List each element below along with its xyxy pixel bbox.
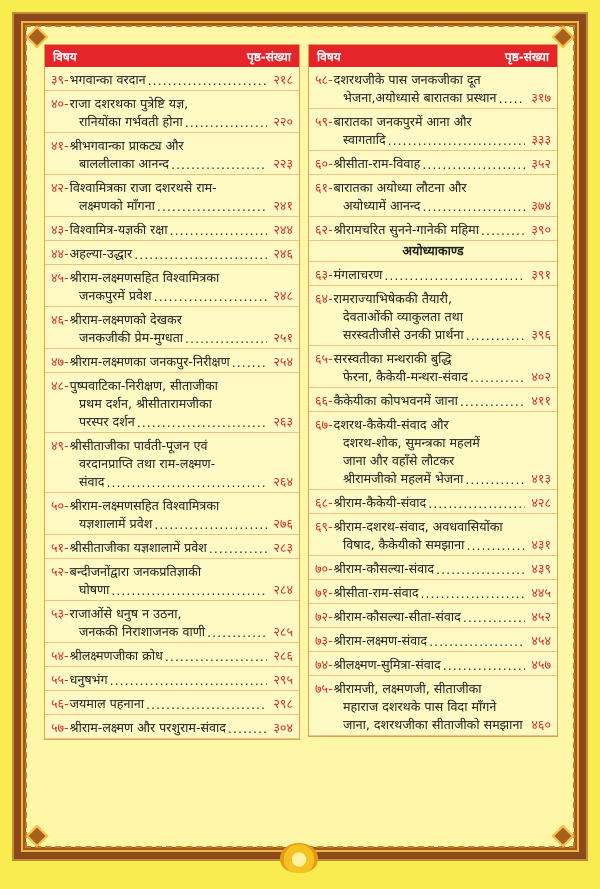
toc-entry <box>45 601 299 643</box>
entry-title: श्रीराम-लक्ष्मण-संवाद <box>333 633 428 648</box>
entry-number: ६८- <box>315 495 333 510</box>
header-page-number: पृष्ठ-संख्या <box>246 49 291 64</box>
toc-entry-line <box>51 286 293 304</box>
leader-dots <box>443 658 526 673</box>
toc-entry-line <box>51 694 293 712</box>
column-header <box>309 45 557 67</box>
entry-number: ५२- <box>51 564 69 579</box>
toc-entry-line <box>51 538 293 556</box>
toc-entry <box>45 559 299 601</box>
entry-number: ४८- <box>51 378 69 393</box>
entry-title: विश्वामित्रका राजा दशरथसे राम- <box>69 180 217 195</box>
entry-number: ६०- <box>315 156 333 171</box>
leader-dots <box>436 562 525 577</box>
entry-number: ६२- <box>315 222 333 237</box>
entry-number: ५०- <box>51 498 69 513</box>
toc-entry-line <box>315 493 551 511</box>
leader-dots <box>388 133 526 148</box>
toc-entry-line <box>315 220 551 238</box>
entry-number: ६७- <box>315 417 333 432</box>
entry-number: ४३- <box>51 222 69 237</box>
entry-page: २९५ <box>273 672 293 687</box>
entry-title: देवताओंकी व्याकुलता तथा <box>343 309 463 324</box>
entry-page: २४६ <box>273 246 293 261</box>
entry-page: २६३ <box>273 414 293 429</box>
entry-title: वरदानप्राप्ति तथा राम-लक्ष्मण- <box>79 456 216 471</box>
header-subject: विषय <box>317 49 341 64</box>
toc-entry <box>45 241 299 265</box>
leader-dots <box>429 634 525 649</box>
entry-number: ५७- <box>51 720 69 735</box>
entry-page: ४५२ <box>531 609 551 624</box>
entry-title: भेजना,अयोध्यासे बारातका प्रस्थान <box>343 90 497 105</box>
toc-entry <box>309 676 557 736</box>
entry-title: बाललीलाका आनन्द <box>79 156 169 171</box>
leader-dots <box>209 541 267 556</box>
entry-page: ३०४ <box>273 720 293 735</box>
toc-entry <box>309 514 557 556</box>
entry-number: ५५- <box>51 672 69 687</box>
leader-dots <box>460 394 526 409</box>
entry-page: २८६ <box>273 648 293 663</box>
entry-page: २५१ <box>273 330 293 345</box>
toc-entry-line <box>315 415 551 433</box>
entry-number: ४२- <box>51 180 69 195</box>
toc-entry-line <box>315 307 551 325</box>
entry-page: २७६ <box>273 516 293 531</box>
entry-number: ३९- <box>51 72 69 87</box>
toc-entry-line <box>51 70 293 88</box>
entry-number: ७२- <box>315 609 333 624</box>
toc-entry <box>45 667 299 691</box>
leader-dots <box>499 91 526 106</box>
toc-entry-line <box>315 559 551 577</box>
leader-dots <box>165 649 268 664</box>
toc-entry-line <box>315 433 551 451</box>
toc-entry-line <box>315 265 551 283</box>
entry-page: ४११ <box>531 393 551 408</box>
entry-title: रानियोंका गर्भवती होना <box>79 114 183 129</box>
entry-title: जनककी निराशाजनक वाणी <box>79 624 206 639</box>
leader-dots <box>185 331 267 346</box>
toc-entry-line <box>315 196 551 214</box>
toc-entry <box>45 373 299 433</box>
leader-dots <box>146 697 267 712</box>
entry-page: ४१३ <box>531 471 551 486</box>
toc-entry-line <box>51 514 293 532</box>
entry-page: ३५२ <box>531 156 551 171</box>
leader-dots <box>185 115 268 130</box>
leader-dots <box>154 517 267 532</box>
header-page-number: पृष्ठ-संख्या <box>504 49 549 64</box>
toc-entry-line <box>315 655 551 673</box>
toc-list-left <box>45 67 299 739</box>
leader-dots <box>110 673 268 688</box>
entry-page: ३९६ <box>531 327 551 342</box>
toc-entry-line <box>51 472 293 490</box>
entry-title: श्रीराम-लक्ष्मणको देखकर <box>69 312 182 327</box>
entry-page: ३१७ <box>531 90 551 105</box>
toc-entry-line <box>315 607 551 625</box>
entry-title: धनुषभंग <box>69 672 108 687</box>
toc-entry-line <box>51 604 293 622</box>
entry-number: ७०- <box>315 561 333 576</box>
toc-entry-line <box>315 70 551 88</box>
entry-title: जनकजीकी प्रेम-मुग्धता <box>79 330 184 345</box>
entry-page: ४३१ <box>531 537 551 552</box>
leader-dots <box>170 223 268 238</box>
entry-number: ६९- <box>315 519 333 534</box>
toc-entry-line <box>51 310 293 328</box>
entry-title: बारातका जनकपुरमें आना और <box>333 114 472 129</box>
entry-title: श्रीरामजीको महलमें भेजना <box>343 471 464 486</box>
toc-entry-line <box>51 562 293 580</box>
leader-dots <box>525 718 526 733</box>
leader-dots <box>428 496 525 511</box>
toc-entry <box>309 604 557 628</box>
entry-number: ६३- <box>315 267 333 282</box>
leader-dots <box>137 415 268 430</box>
toc-entry-line <box>51 670 293 688</box>
entry-title: पुष्पवाटिका-निरीक्षण, सीताजीका <box>69 378 218 393</box>
entry-title: घोषणा <box>79 582 110 597</box>
entry-title: जाना और वहाँसे लौटकर <box>343 453 455 468</box>
toc-entry <box>45 217 299 241</box>
entry-title: जाना, दशरथजीका सीताजीको समझाना <box>343 717 523 732</box>
entry-number: ४५- <box>51 270 69 285</box>
entry-page: ४३९ <box>531 561 551 576</box>
toc-entry-line <box>315 517 551 535</box>
toc-entry <box>45 133 299 175</box>
toc-entry-line <box>51 268 293 286</box>
leader-dots <box>384 268 525 283</box>
entry-page: २५४ <box>273 354 293 369</box>
entry-title: श्रीरामचरित सुनने-गानेकी महिमा <box>333 222 479 237</box>
toc-entry <box>309 67 557 109</box>
leader-dots <box>465 472 525 487</box>
toc-entry-line <box>51 154 293 172</box>
entry-number: ७३- <box>315 633 333 648</box>
entry-title: दशरथ-कैकेयी-संवाद और <box>333 417 449 432</box>
toc-entry-line <box>51 94 293 112</box>
toc-entry <box>309 286 557 346</box>
entry-title: विश्वामित्र-यज्ञकी रक्षा <box>69 222 168 237</box>
toc-column-left <box>44 44 300 740</box>
entry-title: श्रीरामजी, लक्ष्मणजी, सीताजीका <box>333 681 482 696</box>
entry-title: अहल्या-उद्धार <box>69 246 133 261</box>
toc-entry-line <box>51 394 293 412</box>
entry-title: श्रीसीता-राम-विवाह <box>333 156 421 171</box>
leader-dots <box>106 475 267 490</box>
entry-number: ५१- <box>51 540 69 555</box>
entry-number: ५३- <box>51 606 69 621</box>
entry-title: श्रीराम-लक्ष्मण और परशुराम-संवाद <box>69 720 226 735</box>
toc-entry-line <box>51 352 293 370</box>
leader-dots <box>154 289 268 304</box>
leader-dots <box>466 328 526 343</box>
toc-entry <box>45 691 299 715</box>
leader-dots <box>148 73 268 88</box>
entry-title: श्रीराम-लक्ष्मणसहित विश्वामित्रका <box>69 270 220 285</box>
entry-title: राजा दशरथका पुत्रेष्टि यज्ञ, <box>69 96 189 111</box>
toc-entry <box>45 493 299 535</box>
entry-page: ४५७ <box>531 657 551 672</box>
toc-entry-line <box>51 136 293 154</box>
toc-entry <box>309 109 557 151</box>
toc-entry-line <box>51 196 293 214</box>
toc-entry-line <box>51 328 293 346</box>
entry-number: ७१- <box>315 585 333 600</box>
toc-entry <box>45 643 299 667</box>
toc-entry-line <box>51 718 293 736</box>
toc-entry-line <box>315 289 551 307</box>
entry-page: २८३ <box>273 540 293 555</box>
entry-page: ३७४ <box>531 198 551 213</box>
section-heading: अयोध्याकाण्ड <box>309 241 557 262</box>
toc-entry-line <box>315 391 551 409</box>
toc-entry-line <box>51 178 293 196</box>
toc-entry-line <box>51 436 293 454</box>
toc-entry <box>45 349 299 373</box>
entry-number: ४७- <box>51 354 69 369</box>
leader-dots <box>134 247 267 262</box>
toc-entry-line <box>315 679 551 697</box>
entry-title: श्रीराम-कौसल्या-संवाद <box>333 561 435 576</box>
toc-entry <box>309 490 557 514</box>
entry-title: सरस्वतीका मन्थराकी बुद्धि <box>333 351 452 366</box>
entry-number: ६४- <box>315 291 333 306</box>
entry-title: बन्दीजनोंद्वारा जनकप्रतिज्ञाकी <box>69 564 202 579</box>
entry-title: प्रथम दर्शन, श्रीसीतारामजीका <box>79 396 212 411</box>
entry-title: लक्ष्मणको माँगना <box>79 198 155 213</box>
toc-entry <box>309 262 557 286</box>
entry-number: ६१- <box>315 180 333 195</box>
entry-number: ५९- <box>315 114 333 129</box>
entry-page: ३९० <box>531 222 551 237</box>
entry-title: श्रीराम-कौसल्या-सीता-संवाद <box>333 609 461 624</box>
toc-entry-line <box>51 220 293 238</box>
entry-page: ४४५ <box>531 585 551 600</box>
toc-entry-line <box>51 112 293 130</box>
entry-title: यज्ञशालामें प्रवेश <box>79 516 153 531</box>
toc-entry <box>309 412 557 490</box>
toc-entry-line <box>51 412 293 430</box>
toc-entry <box>45 535 299 559</box>
toc-entry-line <box>315 88 551 106</box>
toc-entry-line <box>315 715 551 733</box>
entry-number: ५४- <box>51 648 69 663</box>
entry-page: २६४ <box>273 474 293 489</box>
entry-number: ४०- <box>51 96 69 111</box>
toc-entry <box>45 265 299 307</box>
leader-dots <box>481 223 525 238</box>
toc-entry-line <box>51 244 293 262</box>
entry-title: श्रीलक्ष्मण-सुमित्रा-संवाद <box>333 657 441 672</box>
entry-title: श्रीराम-दशरथ-संवाद, अवधवासियोंका <box>333 519 503 534</box>
toc-entry-line <box>51 646 293 664</box>
toc-entry <box>309 346 557 388</box>
toc-entry <box>45 175 299 217</box>
leader-dots <box>466 538 525 553</box>
toc-entry-line <box>315 469 551 487</box>
leader-dots <box>228 721 267 736</box>
entry-title: रामराज्याभिषेककी तैयारी, <box>333 291 452 306</box>
entry-page: ४५४ <box>531 633 551 648</box>
entry-title: श्रीसीताजीका यज्ञशालामें प्रवेश <box>69 540 207 555</box>
entry-title: राजाओंसे धनुष न उठना, <box>69 606 182 621</box>
entry-title: श्रीराम-कैकेयी-संवाद <box>333 495 427 510</box>
toc-entry-line <box>315 367 551 385</box>
entry-number: ६५- <box>315 351 333 366</box>
entry-title: बारातका अयोध्या लौटना और <box>333 180 467 195</box>
entry-page: ४२८ <box>531 495 551 510</box>
entry-number: ५६- <box>51 696 69 711</box>
toc-entry-line <box>315 631 551 649</box>
toc-entry <box>309 652 557 676</box>
toc-entry <box>309 628 557 652</box>
entry-title: भगवान्का वरदान <box>69 72 146 87</box>
entry-title: जनकपुरमें प्रवेश <box>79 288 152 303</box>
column-header <box>45 45 299 67</box>
toc-entry-line <box>51 376 293 394</box>
toc-entry <box>45 91 299 133</box>
toc-entry <box>45 433 299 493</box>
entry-title: कैकेयीका कोपभवनमें जाना <box>333 393 458 408</box>
toc-entry-line <box>51 580 293 598</box>
corner-ornament-icon <box>26 825 49 848</box>
entry-title: विषाद, कैकेयीको समझाना <box>343 537 465 552</box>
entry-title: दशरथ-शोक, सुमन्त्रका महलमें <box>343 435 480 450</box>
entry-page: २४१ <box>273 198 293 213</box>
toc-entry <box>309 175 557 217</box>
entry-page: ४०२ <box>531 369 551 384</box>
entry-number: ५८- <box>315 72 333 87</box>
leader-dots <box>470 370 525 385</box>
entry-page: २४४ <box>273 222 293 237</box>
leader-dots <box>463 610 525 625</box>
entry-title: जयमाल पहनाना <box>69 696 144 711</box>
entry-title: संवाद <box>79 474 105 489</box>
entry-number: ७५- <box>315 681 333 696</box>
toc-entry-line <box>315 154 551 172</box>
toc-entry-line <box>51 496 293 514</box>
toc-entry-line <box>51 622 293 640</box>
leader-dots <box>157 199 267 214</box>
entry-title: महाराज दशरथके पास विदा माँगने <box>343 699 497 714</box>
entry-page: २१८ <box>273 72 293 87</box>
entry-number: ७४- <box>315 657 333 672</box>
toc-entry <box>309 556 557 580</box>
entry-page: २४८ <box>273 288 293 303</box>
entry-number: ४४- <box>51 246 69 261</box>
entry-title: श्रीराम-लक्ष्मणसहित विश्वामित्रका <box>69 498 220 513</box>
toc-column-right <box>308 44 558 737</box>
sun-ornament-icon <box>280 843 318 873</box>
toc-entry <box>45 307 299 349</box>
toc-entry-line <box>315 697 551 715</box>
entry-title: अयोध्यामें आनन्द <box>343 198 421 213</box>
toc-entry <box>309 217 557 241</box>
toc-entry-line <box>315 112 551 130</box>
toc-entry <box>309 388 557 412</box>
toc-entry-line <box>51 454 293 472</box>
entry-page: २२० <box>273 114 293 129</box>
toc-entry <box>45 67 299 91</box>
toc-entry <box>309 580 557 604</box>
entry-page: २९८ <box>273 696 293 711</box>
entry-title: सरस्वतीजीसे उनकी प्रार्थना <box>343 327 464 342</box>
leader-dots <box>111 583 267 598</box>
entry-page: २८४ <box>273 582 293 597</box>
toc-entry-line <box>315 535 551 553</box>
entry-title: दशरथजीके पास जनकजीका दूत <box>333 72 481 87</box>
entry-number: ४१- <box>51 138 69 153</box>
toc-entry <box>45 715 299 739</box>
entry-title: श्रीलक्ष्मणजीका क्रोध <box>69 648 163 663</box>
toc-entry-line <box>315 451 551 469</box>
entry-title: श्रीभगवान्का प्राकट्य और <box>69 138 184 153</box>
entry-page: ३९१ <box>531 267 551 282</box>
leader-dots <box>422 199 525 214</box>
leader-dots <box>171 157 267 172</box>
entry-number: ४९- <box>51 438 69 453</box>
corner-ornament-icon <box>552 825 575 848</box>
entry-title: श्रीराम-लक्ष्मणका जनकपुर-निरीक्षण <box>69 354 230 369</box>
entry-title: श्रीसीता-राम-संवाद <box>333 585 419 600</box>
entry-page: २२३ <box>273 156 293 171</box>
entry-title: परस्पर दर्शन <box>79 414 135 429</box>
toc-entry-line <box>315 325 551 343</box>
toc-entry-line <box>315 583 551 601</box>
entry-number: ६६- <box>315 393 333 408</box>
toc-entry-line <box>315 130 551 148</box>
toc-entry <box>309 151 557 175</box>
entry-number: ४६- <box>51 312 69 327</box>
entry-title: स्वागतादि <box>343 132 386 147</box>
toc-list-right <box>309 67 557 736</box>
toc-entry-line <box>315 178 551 196</box>
entry-title: फेरना, कैकेयी-मन्थरा-संवाद <box>343 369 468 384</box>
header-subject: विषय <box>53 49 77 64</box>
entry-title: मंगलाचरण <box>333 267 383 282</box>
leader-dots <box>207 625 267 640</box>
entry-page: ४६० <box>531 717 551 732</box>
leader-dots <box>421 586 526 601</box>
leader-dots <box>232 355 268 370</box>
entry-title: श्रीसीताजीका पार्वती-पूजन एवं <box>69 438 208 453</box>
toc-entry-line <box>315 349 551 367</box>
entry-page: २८५ <box>273 624 293 639</box>
entry-page: ३३३ <box>531 132 551 147</box>
leader-dots <box>422 157 525 172</box>
